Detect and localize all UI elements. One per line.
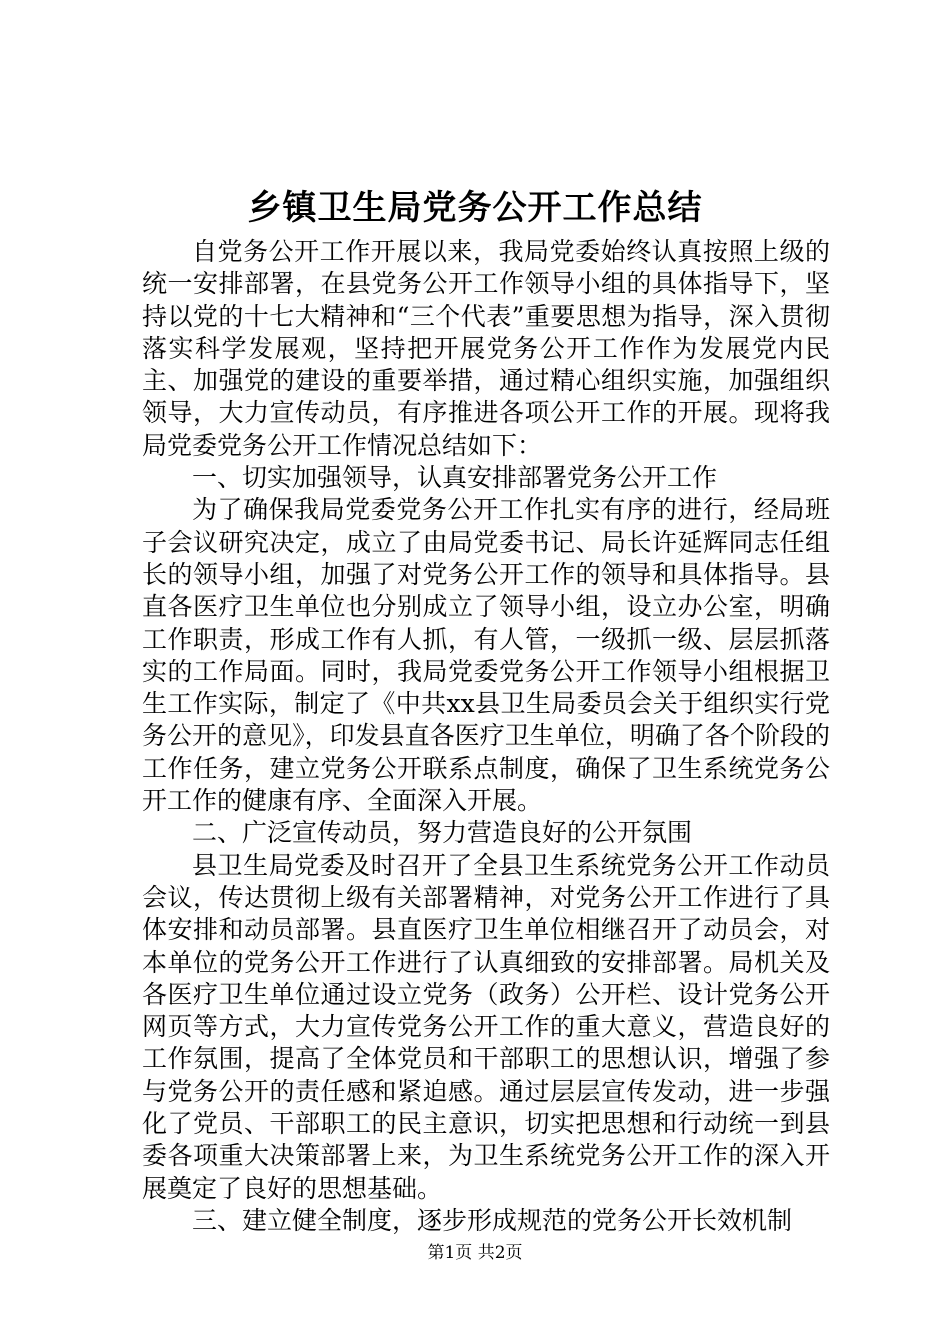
section-heading-2: 二、广泛宣传动员，努力营造良好的公开氛围 [192,818,693,848]
document-title: 乡镇卫生局党务公开工作总结 [247,188,703,228]
intro-paragraph: 自党务公开工作开展以来，我局党委始终认真按照上级的统一安排部署，在县党务公开工作领导小组的具体指导下，坚持以党的十七大精神和“三个代表”重要思想为指导，深入贯彻落实科学发展观，坚持把开展党务公开工作作为发展党内民主、加强党的建设的重要举措，通过精心组织实施，加强组织领导，大力宣传动员，有序推进各项公开工作的开展。现将我局党委党务公开工作情况总结如下： [142,237,830,460]
section-2-paragraph: 县卫生局党委及时召开了全县卫生系统党务公开工作动员会议，传达贯彻上级有关部署精神，对党务公开工作进行了具体安排和动员部署。县直医疗卫生单位相继召开了动员会，对本单位的党务公开工作进行了认真细致的安排部署。局机关及各医疗卫生单位通过设立党务（政务）公开栏、设计党务公开网页等方式，大力宣传党务公开工作的重大意义，营造良好的工作氛围，提高了全体党员和干部职工的思想认识，增强了参与党务公开的责任感和紧迫感。通过层层宣传发动，进一步强化了党员、干部职工的民主意识，切实把思想和行动统一到县委各项重大决策部署上来，为卫生系统党务公开工作的深入开展奠定了良好的思想基础。 [142,850,830,1203]
page-footer: 第1页 共2页 [427,1243,523,1263]
section-1-paragraph: 为了确保我局党委党务公开工作扎实有序的进行，经局班子会议研究决定，成立了由局党委书记、局长许延辉同志任组长的领导小组，加强了对党务公开工作的领导和具体指导。县直各医疗卫生单位也分别成立了领导小组，设立办公室，明确工作职责，形成工作有人抓，有人管，一级抓一级、层层抓落实的工作局面。同时，我局党委党务公开工作领导小组根据卫生工作实际，制定了《中共xx县卫生局委员会关于组织实行党务公开的意见》，印发县直各医疗卫生单位，明确了各个阶段的工作任务，建立党务公开联系点制度，确保了卫生系统党务公开工作的健康有序、全面深入开展。 [142,495,830,816]
document-body [142,236,830,1237]
section-heading-1: 一、切实加强领导，认真安排部署党务公开工作 [192,463,718,493]
section-heading-3: 三、建立健全制度，逐步形成规范的党务公开长效机制 [192,1205,793,1235]
